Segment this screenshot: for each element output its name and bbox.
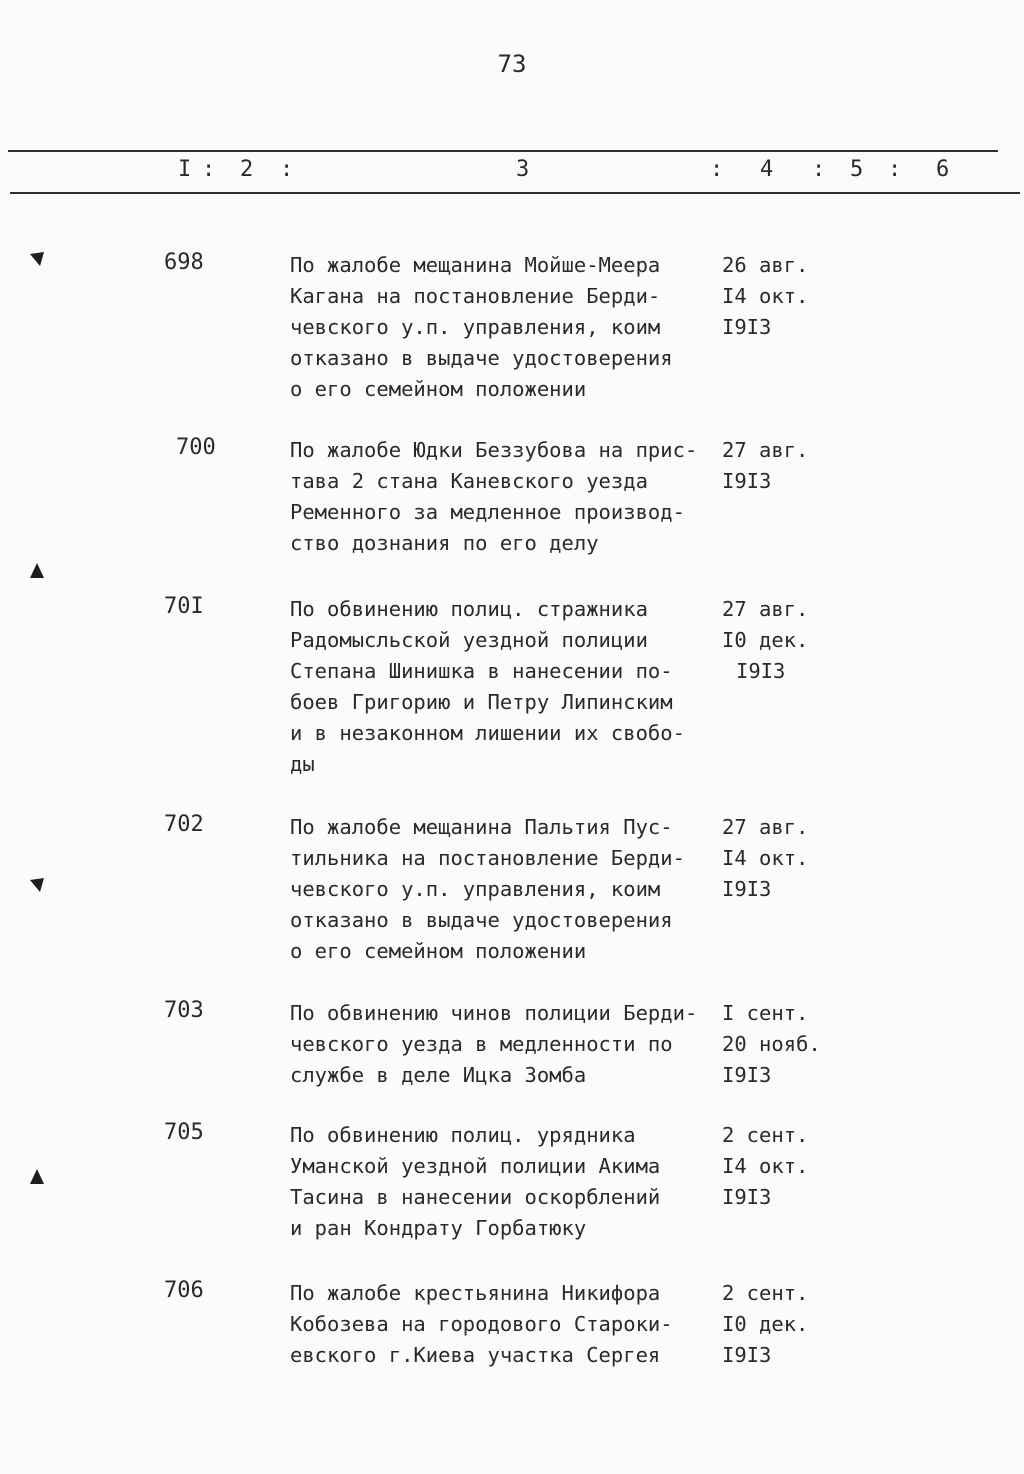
- entry-description: [290, 998, 715, 1091]
- description-line: Радомысльской уездной полиции: [290, 628, 648, 652]
- date-line: I0 дек.: [722, 1312, 809, 1336]
- description-line: По жалобе мещанина Пальтия Пус-: [290, 815, 673, 839]
- description-line: и в незаконном лишении их свобо-: [290, 721, 685, 745]
- column-3-label: 3: [516, 157, 530, 182]
- column-1-label: I: [178, 157, 192, 182]
- entry-number: 698: [164, 250, 204, 275]
- entry-description: [290, 435, 715, 559]
- description-line: По жалобе крестьянина Никифора: [290, 1281, 661, 1305]
- entry-dates: [722, 250, 842, 343]
- date-line: I9I3: [722, 877, 772, 901]
- entry-number: 706: [164, 1278, 204, 1303]
- date-line: I9I3: [722, 469, 772, 493]
- punch-hole-icon: [28, 562, 46, 580]
- date-line: 20 нояб.: [722, 1032, 821, 1056]
- description-line: службе в деле Ицка Зомба: [290, 1063, 587, 1087]
- date-line: 27 авг.: [722, 815, 809, 839]
- description-line: По обвинению полиц. стражника: [290, 597, 648, 621]
- column-5-label: 5: [850, 157, 864, 182]
- description-line: Уманской уездной полиции Акима: [290, 1154, 661, 1178]
- date-line: 27 авг.: [722, 438, 809, 462]
- date-line: I сент.: [722, 1001, 809, 1025]
- description-line: чевского у.п. управления, коим: [290, 877, 661, 901]
- date-line: I9I3: [722, 1185, 772, 1209]
- description-line: По обвинению полиц. урядника: [290, 1123, 636, 1147]
- description-line: По обвинению чинов полиции Берди-: [290, 1001, 698, 1025]
- column-separator: :: [888, 157, 902, 182]
- description-line: По жалобе Юдки Беззубова на прис-: [290, 438, 698, 462]
- column-separator: :: [202, 157, 216, 182]
- entry-dates: [722, 594, 842, 687]
- column-separator: :: [812, 157, 826, 182]
- description-line: тава 2 стана Каневского уезда: [290, 469, 648, 493]
- entry-dates: [722, 812, 842, 905]
- header-top-rule: [8, 150, 998, 152]
- entry-dates: [722, 435, 842, 497]
- entry-description: [290, 1120, 715, 1244]
- date-line: I9I3: [722, 315, 772, 339]
- column-2-label: 2: [240, 157, 254, 182]
- date-line: I9I3: [722, 1343, 772, 1367]
- entry-dates: [722, 1120, 842, 1213]
- entry-number: 703: [164, 998, 204, 1023]
- description-line: о его семейном положении: [290, 939, 587, 963]
- date-line: I4 окт.: [722, 284, 809, 308]
- date-line: 26 авг.: [722, 253, 809, 277]
- description-line: о его семейном положении: [290, 377, 587, 401]
- description-line: боев Григорию и Петру Липинским: [290, 690, 673, 714]
- column-separator: :: [280, 157, 294, 182]
- description-line: чевского у.п. управления, коим: [290, 315, 661, 339]
- date-line: I9I3: [736, 659, 786, 683]
- entry-number: 700: [176, 435, 216, 460]
- description-line: Кагана на постановление Берди-: [290, 284, 661, 308]
- page-number: 73: [497, 50, 527, 78]
- entry-dates: [722, 998, 842, 1091]
- date-line: 2 сент.: [722, 1281, 809, 1305]
- entry-description: [290, 812, 715, 967]
- entry-description: [290, 1278, 715, 1371]
- entry-description: [290, 594, 715, 780]
- column-6-label: 6: [936, 157, 950, 182]
- date-line: 2 сент.: [722, 1123, 809, 1147]
- punch-hole-icon: [28, 876, 46, 894]
- description-line: и ран Кондрату Горбатюку: [290, 1216, 587, 1240]
- date-line: I9I3: [722, 1063, 772, 1087]
- description-line: Ременного за медленное производ-: [290, 500, 685, 524]
- punch-hole-icon: [28, 1168, 46, 1186]
- description-line: Кобозева на городового Староки-: [290, 1312, 673, 1336]
- date-line: I4 окт.: [722, 846, 809, 870]
- description-line: Тасина в нанесении оскорблений: [290, 1185, 661, 1209]
- description-line: ды: [290, 752, 315, 776]
- description-line: ство дознания по его делу: [290, 531, 599, 555]
- column-4-label: 4: [760, 157, 774, 182]
- header-bottom-rule: [10, 192, 1020, 194]
- column-separator: :: [710, 157, 724, 182]
- description-line: отказано в выдаче удостоверения: [290, 908, 673, 932]
- entry-number: 70I: [164, 594, 204, 619]
- description-line: По жалобе мещанина Мойше-Меера: [290, 253, 661, 277]
- description-line: тильника на постановление Берди-: [290, 846, 685, 870]
- date-line: 27 авг.: [722, 597, 809, 621]
- description-line: евского г.Киева участка Сергея: [290, 1343, 661, 1367]
- entry-description: [290, 250, 715, 405]
- entry-number: 705: [164, 1120, 204, 1145]
- entry-dates: [722, 1278, 842, 1371]
- entry-number: 702: [164, 812, 204, 837]
- description-line: Степана Шинишка в нанесении по-: [290, 659, 673, 683]
- date-line: I0 дек.: [722, 628, 809, 652]
- description-line: чевского уезда в медленности по: [290, 1032, 673, 1056]
- punch-hole-icon: [28, 250, 46, 268]
- date-line: I4 окт.: [722, 1154, 809, 1178]
- description-line: отказано в выдаче удостоверения: [290, 346, 673, 370]
